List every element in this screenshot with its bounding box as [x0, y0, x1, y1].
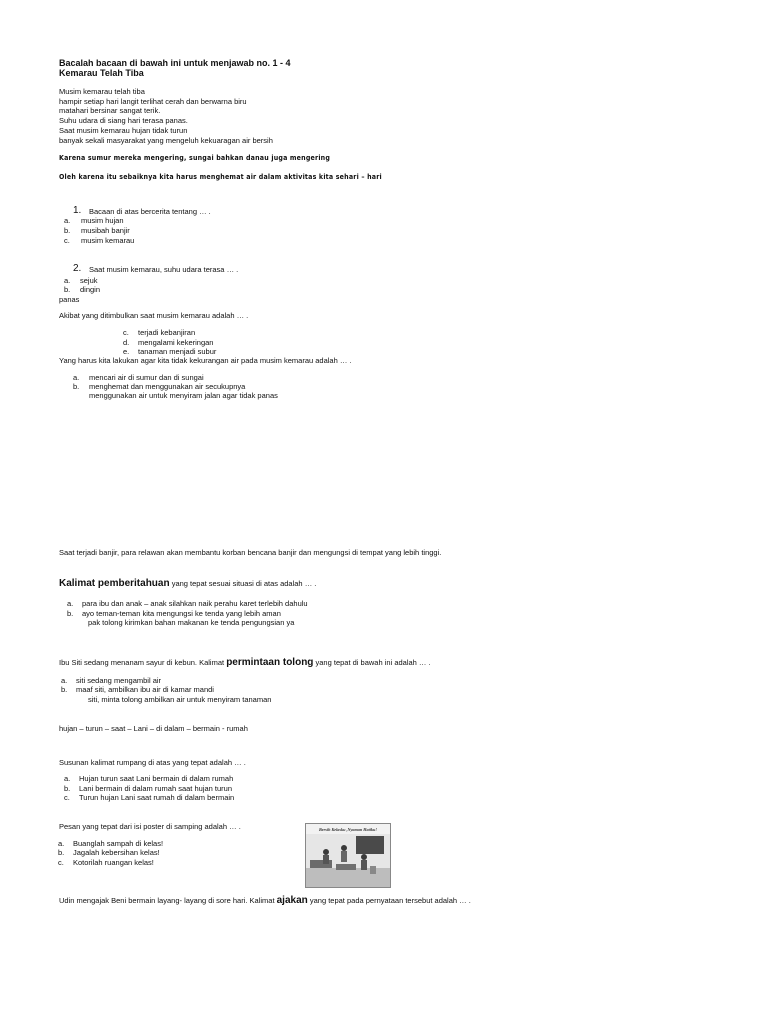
option-text: terjadi kebanjiran	[138, 328, 196, 337]
option-text: Turun hujan Lani saat rumah di dalam bermain	[79, 793, 235, 802]
question-keyword: Kalimat pemberitahuan	[59, 578, 170, 589]
question-keyword: permintaan tolong	[226, 657, 314, 668]
option-text: menghemat dan menggunakan air secukupnya	[89, 382, 246, 391]
option-text: maaf siti, ambilkan ibu air di kamar mandi	[76, 685, 214, 694]
question-text-prefix: Ibu Siti sedang menanam sayur di kebun. Kalimat	[59, 658, 225, 667]
classroom-illustration	[306, 824, 390, 887]
question-text	[59, 896, 471, 906]
option-text: sejuk	[80, 276, 98, 285]
option-text: Hujan turun saat Lani bermain di dalam rumah	[79, 774, 234, 783]
option-text: ayo teman-teman kita mengungsi ke tenda yang lebih aman	[82, 609, 281, 618]
question-text: Pesan yang tepat dari isi poster di samping adalah … .	[59, 822, 241, 831]
option-label: b.	[58, 848, 65, 857]
passage-line: Saat musim kemarau hujan tidak turun	[59, 126, 188, 135]
passage-bold-line: Oleh karena itu sebaiknya kita harus menghemat air dalam aktivitas kita sehari – hari	[59, 173, 382, 181]
question-text: Susunan kalimat rumpang di atas yang tepat adalah … .	[59, 758, 246, 767]
question-text: Bacaan di atas bercerita tentang … .	[89, 207, 211, 216]
option-text: siti, minta tolong ambilkan air untuk menyiram tanaman	[88, 695, 272, 704]
question-text: Saat musim kemarau, suhu udara terasa … .	[89, 265, 239, 274]
option-text: tanaman menjadi subur	[138, 347, 217, 356]
option-label: c.	[64, 236, 70, 245]
passage-line: Suhu udara di siang hari terasa panas.	[59, 116, 188, 125]
question-keyword: ajakan	[276, 895, 308, 906]
option-text: musim kemarau	[81, 236, 135, 245]
passage-line: hampir setiap hari langit terlihat cerah dan berwarna biru	[59, 97, 247, 106]
question-text: Akibat yang ditimbulkan saat musim kemarau adalah … .	[59, 311, 249, 320]
option-label: a.	[61, 676, 68, 685]
question-text-prefix: Udin mengajak Beni bermain layang- layang di sore hari. Kalimat	[59, 896, 275, 905]
question-text	[59, 658, 431, 668]
option-label: b.	[64, 285, 71, 294]
question-intro: Saat terjadi banjir, para relawan akan membantu korban bencana banjir dan mengungsi di tempat yang lebih tinggi.	[59, 548, 442, 557]
passage-title: Kemarau Telah Tiba	[59, 68, 144, 78]
option-label: c.	[64, 793, 70, 802]
option-label: a.	[64, 276, 71, 285]
instruction-heading: Bacalah bacaan di bawah ini untuk menjawab no. 1 - 4	[59, 58, 291, 68]
option-label: e.	[123, 347, 130, 356]
option-text: musibah banjir	[81, 226, 130, 235]
option-text: mencari air di sumur dan di sungai	[89, 373, 204, 382]
option-label: a.	[73, 373, 80, 382]
option-label: b.	[64, 226, 71, 235]
option-text: Kotorilah ruangan kelas!	[73, 858, 154, 867]
option-label: b.	[67, 609, 74, 618]
passage-line: Musim kemarau telah tiba	[59, 87, 145, 96]
option-text: mengalami kekeringan	[138, 338, 214, 347]
option-label: a.	[67, 599, 74, 608]
option-text: para ibu dan anak – anak silahkan naik perahu karet terlebih dahulu	[82, 599, 308, 608]
option-text: Jagalah kebersihan kelas!	[73, 848, 160, 857]
option-label: d.	[123, 338, 130, 347]
option-text: musim hujan	[81, 216, 124, 225]
option-text: pak tolong kirimkan bahan makanan ke tenda pengungsian ya	[88, 618, 295, 627]
question-text-suffix: yang tepat pada pernyataan tersebut adalah … .	[309, 896, 471, 905]
question-text-rest: yang tepat sesuai situasi di atas adalah … .	[171, 579, 317, 588]
option-label: b.	[73, 382, 80, 391]
poster-caption: Bersih Kelasku ,Nyaman Hatiku!	[319, 827, 377, 832]
option-label: b.	[64, 784, 71, 793]
option-label: a.	[64, 216, 71, 225]
question-number: 1.	[73, 205, 82, 216]
option-label: a.	[64, 774, 71, 783]
passage-line: matahari bersinar sangat terik.	[59, 106, 161, 115]
question-number: 2.	[73, 263, 82, 274]
option-label: a.	[58, 839, 65, 848]
option-label: b.	[61, 685, 68, 694]
question-text	[59, 579, 316, 589]
option-text: Lani bermain di dalam rumah saat hujan turun	[79, 784, 233, 793]
word-sequence: hujan – turun – saat – Lani – di dalam – bermain - rumah	[59, 724, 248, 733]
passage-bold-line: Karena sumur mereka mengering, sungai bahkan danau juga mengering	[59, 154, 331, 162]
option-text: menggunakan air untuk menyiram jalan agar tidak panas	[89, 391, 278, 400]
option-text: siti sedang mengambil air	[76, 676, 162, 685]
option-text: dingin	[80, 285, 101, 294]
option-text: panas	[59, 295, 80, 304]
classroom-poster-image	[305, 823, 391, 888]
question-text: Yang harus kita lakukan agar kita tidak kekurangan air pada musim kemarau adalah … .	[59, 356, 352, 365]
passage-line: banyak sekali masyarakat yang mengeluh kekuaragan air bersih	[59, 136, 273, 145]
option-label: c.	[58, 858, 64, 867]
option-text: Buanglah sampah di kelas!	[73, 839, 164, 848]
question-text-suffix: yang tepat di bawah ini adalah … .	[315, 658, 431, 667]
option-label: c.	[123, 328, 129, 337]
